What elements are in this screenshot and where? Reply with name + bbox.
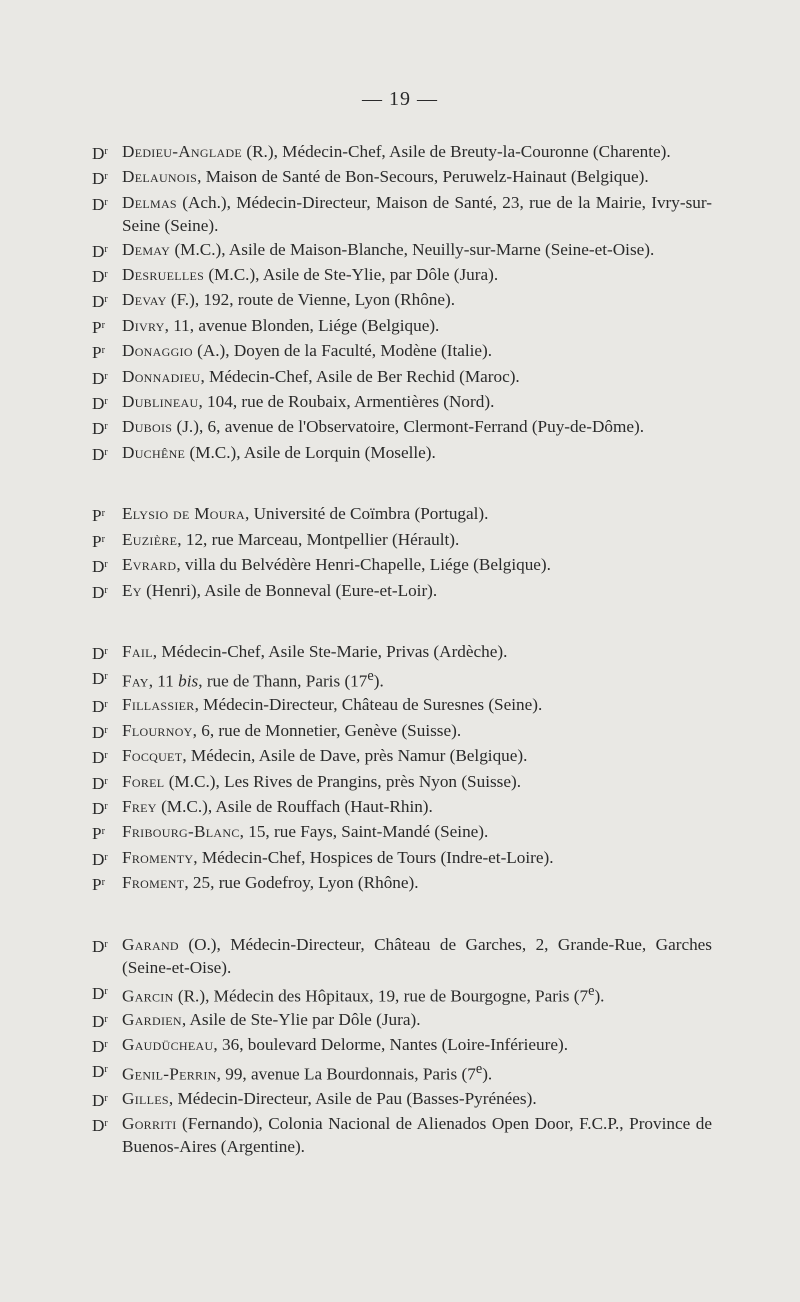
entry-details: , 12, rue Marceau, Montpellier (Hérault).: [177, 529, 460, 549]
person-name: Euzière: [122, 529, 178, 549]
entry-details: , Médecin-Chef, Asile de Ber Rechid (Maroc).: [200, 366, 520, 386]
entry-details: (J.), 6, avenue de l'Observatoire, Clermont-Ferrand (Puy-de-Dôme).: [172, 417, 645, 437]
honorific: $D^r$: [92, 292, 108, 312]
person-name: Delaunois: [122, 167, 198, 187]
entry-details: (Fernando), Colonia Nacional de Alienados Open Door, F.C.P., Province de Buenos-Aires (Argentine).: [122, 1114, 712, 1157]
honorific: $D^r$: [92, 1116, 108, 1136]
honorific: $D^r$: [92, 643, 108, 663]
honorific: $D^r$: [92, 1062, 108, 1082]
directory-entry: [92, 339, 712, 364]
entry-text: [122, 415, 712, 440]
entry-details: (R.), Médecin-Chef, Asile de Breuty-la-Couronne (Charente).: [242, 142, 671, 161]
directory-entry: [92, 579, 712, 604]
entry-details: , 11: [148, 672, 179, 692]
honorific: $D^r$: [92, 936, 108, 956]
entry-details: ).: [594, 986, 605, 1006]
honorific: $D^r$: [92, 722, 108, 742]
entry-text: [122, 314, 712, 339]
letter-group: [92, 933, 712, 1159]
entry-details: (R.), Médecin des Hôpitaux, 19, rue de Bourgogne, Paris (7: [173, 986, 589, 1006]
honorific: $D^r$: [92, 169, 108, 189]
person-name: Fail: [122, 641, 153, 661]
ordinal-suffix: e: [475, 1061, 483, 1078]
directory-entry: [92, 1058, 712, 1086]
entry-text: [122, 365, 712, 390]
person-name: Gilles: [122, 1088, 169, 1108]
ordinal-suffix: e: [588, 982, 595, 999]
entry-details: (M.C.), Asile de Maison-Blanche, Neuilly-sur-Marne (Seine-et-Oise).: [170, 239, 655, 259]
entry-text: [122, 165, 712, 190]
honorific-suffix: r: [104, 294, 108, 306]
entry-details: (M.C.), Asile de Ste-Ylie, par Dôle (Jura).: [204, 265, 499, 285]
honorific-suffix: r: [104, 938, 108, 950]
honorific: $D^r$: [92, 697, 108, 717]
honorific: $P^r$: [92, 343, 105, 363]
person-name: Fillassier: [122, 695, 195, 715]
honorific-suffix: r: [104, 1064, 108, 1076]
entry-details: , Médecin, Asile de Dave, près Namur (Belgique).: [182, 746, 528, 766]
honorific-suffix: r: [104, 269, 108, 281]
honorific-suffix: r: [104, 446, 108, 458]
entry-details: , 36, boulevard Delorme, Nantes (Loire-Inférieure).: [213, 1035, 568, 1055]
person-name: Donaggio: [122, 341, 193, 361]
honorific: $D^r$: [92, 849, 108, 869]
entry-details: , Médecin-Chef, Asile Ste-Marie, Privas (Ardèche).: [152, 641, 508, 661]
person-name: Dublineau: [122, 392, 199, 412]
entry-details: (F.), 192, route de Vienne, Lyon (Rhône).: [166, 290, 456, 310]
honorific-suffix: r: [101, 877, 105, 889]
entry-text: [122, 1087, 712, 1112]
person-name: Genil-Perrin: [122, 1065, 217, 1085]
directory-entry: [92, 502, 712, 527]
entry-details: , Asile de Ste-Ylie par Dôle (Jura).: [181, 1009, 421, 1029]
directory-entry: [92, 238, 712, 263]
honorific-suffix: r: [104, 1013, 108, 1025]
honorific-suffix: r: [104, 146, 108, 157]
honorific: $D^r$: [92, 194, 108, 214]
entry-text: [122, 795, 712, 820]
entry-details: , 6, rue de Monnetier, Genève (Suisse).: [192, 720, 462, 740]
entry-text: [122, 288, 712, 313]
directory-entry: [92, 415, 712, 440]
honorific-suffix: r: [101, 533, 105, 545]
person-name: Duchêne: [122, 442, 186, 462]
honorific: $D^r$: [92, 394, 108, 414]
entry-text: [122, 502, 712, 527]
honorific: $D^r$: [92, 773, 108, 793]
honorific-suffix: r: [104, 1118, 108, 1130]
honorific-suffix: r: [104, 171, 108, 183]
honorific: $D^r$: [92, 444, 108, 464]
entry-text: [122, 1008, 712, 1033]
entry-text: [122, 665, 712, 693]
honorific: $D^r$: [92, 267, 108, 287]
honorific-suffix: r: [104, 1092, 108, 1104]
directory-entry: [92, 1112, 712, 1159]
honorific: $D^r$: [92, 557, 108, 577]
entry-details: , Médecin-Chef, Hospices de Tours (Indre-et-Loire).: [193, 847, 554, 867]
directory-entry: [92, 365, 712, 390]
directory-entry: [92, 263, 712, 288]
entry-text: [122, 846, 712, 871]
entry-details: , 15, rue Fays, Saint-Mandé (Seine).: [239, 822, 489, 842]
entry-details: , 104, rue de Roubaix, Armentières (Nord).: [198, 392, 495, 412]
entry-text: [122, 553, 712, 578]
honorific-suffix: r: [101, 826, 105, 838]
letter-group: [92, 502, 712, 604]
person-name: Garand: [122, 934, 179, 954]
person-name: Fay: [122, 672, 149, 692]
honorific-suffix: r: [104, 671, 108, 683]
directory-entry: [92, 314, 712, 339]
directory-entry: [92, 795, 712, 820]
honorific-suffix: r: [101, 319, 105, 331]
person-name: Flournoy: [122, 720, 193, 740]
entry-text: [122, 528, 712, 553]
honorific-suffix: r: [104, 243, 108, 255]
directory-entry: [92, 528, 712, 553]
honorific: $D^r$: [92, 419, 108, 439]
person-name: Divry: [122, 315, 165, 335]
entry-text: [122, 820, 712, 845]
directory-entry: [92, 871, 712, 896]
directory-entry: [92, 1008, 712, 1033]
honorific-suffix: r: [104, 370, 108, 382]
entry-text: [122, 640, 712, 665]
person-name: Dedieu-Anglade: [122, 142, 243, 161]
honorific-suffix: r: [104, 699, 108, 711]
honorific: $D^r$: [92, 582, 108, 602]
letter-group: [92, 640, 712, 897]
honorific-suffix: r: [104, 584, 108, 596]
entry-text: [122, 140, 712, 165]
honorific: $D^r$: [92, 748, 108, 768]
person-name: Garcin: [122, 986, 174, 1006]
entry-details: (A.), Doyen de la Faculté, Modène (Italie).: [192, 341, 493, 361]
honorific: $D^r$: [92, 799, 108, 819]
directory-entry: [92, 140, 712, 165]
entry-details: , rue de Thann, Paris (17: [198, 672, 368, 692]
entry-details-italic: bis: [178, 672, 199, 692]
honorific-suffix: r: [104, 724, 108, 736]
directory-list: [92, 140, 712, 1195]
entry-details: (Ach.), Médecin-Directeur, Maison de Santé, 23, rue de la Mairie, Ivry-sur-Seine (Seine).: [122, 192, 712, 236]
person-name: Froment: [122, 873, 185, 893]
honorific-suffix: r: [104, 985, 108, 997]
honorific: $P^r$: [92, 824, 105, 844]
honorific-suffix: r: [104, 196, 108, 208]
entry-text: [122, 579, 712, 604]
entry-details: , Médecin-Directeur, Château de Suresnes (Seine).: [194, 695, 543, 715]
entry-details: , Université de Coïmbra (Portugal).: [245, 504, 489, 524]
directory-entry: [92, 165, 712, 190]
honorific: $D^r$: [92, 669, 108, 689]
person-name: Donnadieu: [122, 366, 201, 386]
entry-text: [122, 1033, 712, 1058]
honorific-suffix: r: [104, 775, 108, 787]
entry-text: [122, 263, 712, 288]
entry-text: [122, 339, 712, 364]
directory-entry: [92, 553, 712, 578]
honorific: $D^r$: [92, 144, 108, 163]
directory-entry: [92, 640, 712, 665]
entry-text: [122, 1112, 712, 1159]
entry-details: , Maison de Santé de Bon-Secours, Peruwelz-Hainaut (Belgique).: [197, 167, 649, 187]
honorific: $P^r$: [92, 875, 105, 895]
person-name: Devay: [122, 290, 167, 310]
directory-entry: [92, 665, 712, 693]
honorific-suffix: r: [104, 559, 108, 571]
person-name: Gaudücheau: [122, 1035, 214, 1055]
directory-entry: [92, 441, 712, 466]
directory-entry: [92, 933, 712, 980]
directory-entry: [92, 770, 712, 795]
entry-details: (M.C.), Asile de Rouffach (Haut-Rhin).: [156, 797, 433, 817]
directory-entry: [92, 846, 712, 871]
person-name: Demay: [122, 239, 171, 259]
honorific-suffix: r: [101, 345, 105, 357]
entry-details: ).: [373, 672, 384, 692]
honorific: $D^r$: [92, 1090, 108, 1110]
directory-entry: [92, 1087, 712, 1112]
entry-details: , Médecin-Directeur, Asile de Pau (Basses-Pyrénées).: [168, 1088, 537, 1108]
entry-text: [122, 933, 712, 980]
entry-text: [122, 719, 712, 744]
person-name: Elysio de Moura: [122, 504, 246, 524]
directory-entry: [92, 288, 712, 313]
honorific: $D^r$: [92, 983, 108, 1003]
honorific: $D^r$: [92, 1011, 108, 1031]
directory-entry: [92, 191, 712, 238]
entry-details: ).: [482, 1065, 493, 1085]
honorific: $P^r$: [92, 531, 105, 551]
directory-entry: [92, 744, 712, 769]
entry-text: [122, 693, 712, 718]
entry-text: [122, 744, 712, 769]
entry-text: [122, 770, 712, 795]
entry-details: (M.C.), Asile de Lorquin (Moselle).: [185, 442, 436, 462]
entry-details: (M.C.), Les Rives de Prangins, près Nyon (Suisse).: [164, 771, 521, 791]
entry-text: [122, 441, 712, 466]
ordinal-suffix: e: [367, 668, 374, 685]
honorific-suffix: r: [104, 1039, 108, 1051]
person-name: Desruelles: [122, 265, 205, 285]
person-name: Fribourg-Blanc: [122, 822, 240, 842]
directory-entry: [92, 390, 712, 415]
honorific: $P^r$: [92, 506, 105, 526]
person-name: Focquet: [122, 746, 183, 766]
directory-entry: [92, 719, 712, 744]
entry-details: , 11, avenue Blonden, Liége (Belgique).: [164, 315, 440, 335]
person-name: Evrard: [122, 555, 177, 575]
directory-entry: [92, 980, 712, 1008]
entry-details: , 99, avenue La Bourdonnais, Paris (7: [216, 1065, 476, 1085]
person-name: Ey: [122, 580, 142, 600]
letter-group: [92, 140, 712, 466]
person-name: Dubois: [122, 417, 173, 437]
honorific-suffix: r: [104, 396, 108, 408]
entry-details: , villa du Belvédère Henri-Chapelle, Liége (Belgique).: [176, 555, 551, 575]
person-name: Forel: [122, 771, 165, 791]
entry-text: [122, 238, 712, 263]
entry-text: [122, 1058, 712, 1086]
person-name: Fromenty: [122, 847, 194, 867]
entry-text: [122, 871, 712, 896]
person-name: Gorriti: [122, 1114, 177, 1134]
honorific-suffix: r: [104, 851, 108, 863]
entry-details: (O.), Médecin-Directeur, Château de Garches, 2, Grande-Rue, Garches (Seine-et-Oise).: [122, 934, 712, 978]
entry-text: [122, 980, 712, 1008]
honorific-suffix: r: [104, 421, 108, 433]
honorific: $P^r$: [92, 317, 105, 337]
honorific: $D^r$: [92, 368, 108, 388]
entry-details: , 25, rue Godefroy, Lyon (Rhône).: [184, 873, 419, 893]
honorific-suffix: r: [104, 645, 108, 657]
directory-entry: [92, 693, 712, 718]
entry-details: (Henri), Asile de Bonneval (Eure-et-Loir).: [141, 580, 438, 600]
entry-text: [122, 191, 712, 238]
honorific-suffix: r: [104, 750, 108, 762]
directory-entry: [92, 1033, 712, 1058]
directory-entry: [92, 820, 712, 845]
page-number: — 19 —: [362, 88, 438, 110]
person-name: Delmas: [122, 192, 177, 212]
person-name: Frey: [122, 797, 157, 817]
honorific-suffix: r: [104, 801, 108, 813]
honorific: $D^r$: [92, 241, 108, 261]
honorific: $D^r$: [92, 1037, 108, 1057]
person-name: Gardien: [122, 1009, 182, 1029]
entry-text: [122, 390, 712, 415]
honorific-suffix: r: [101, 508, 105, 520]
